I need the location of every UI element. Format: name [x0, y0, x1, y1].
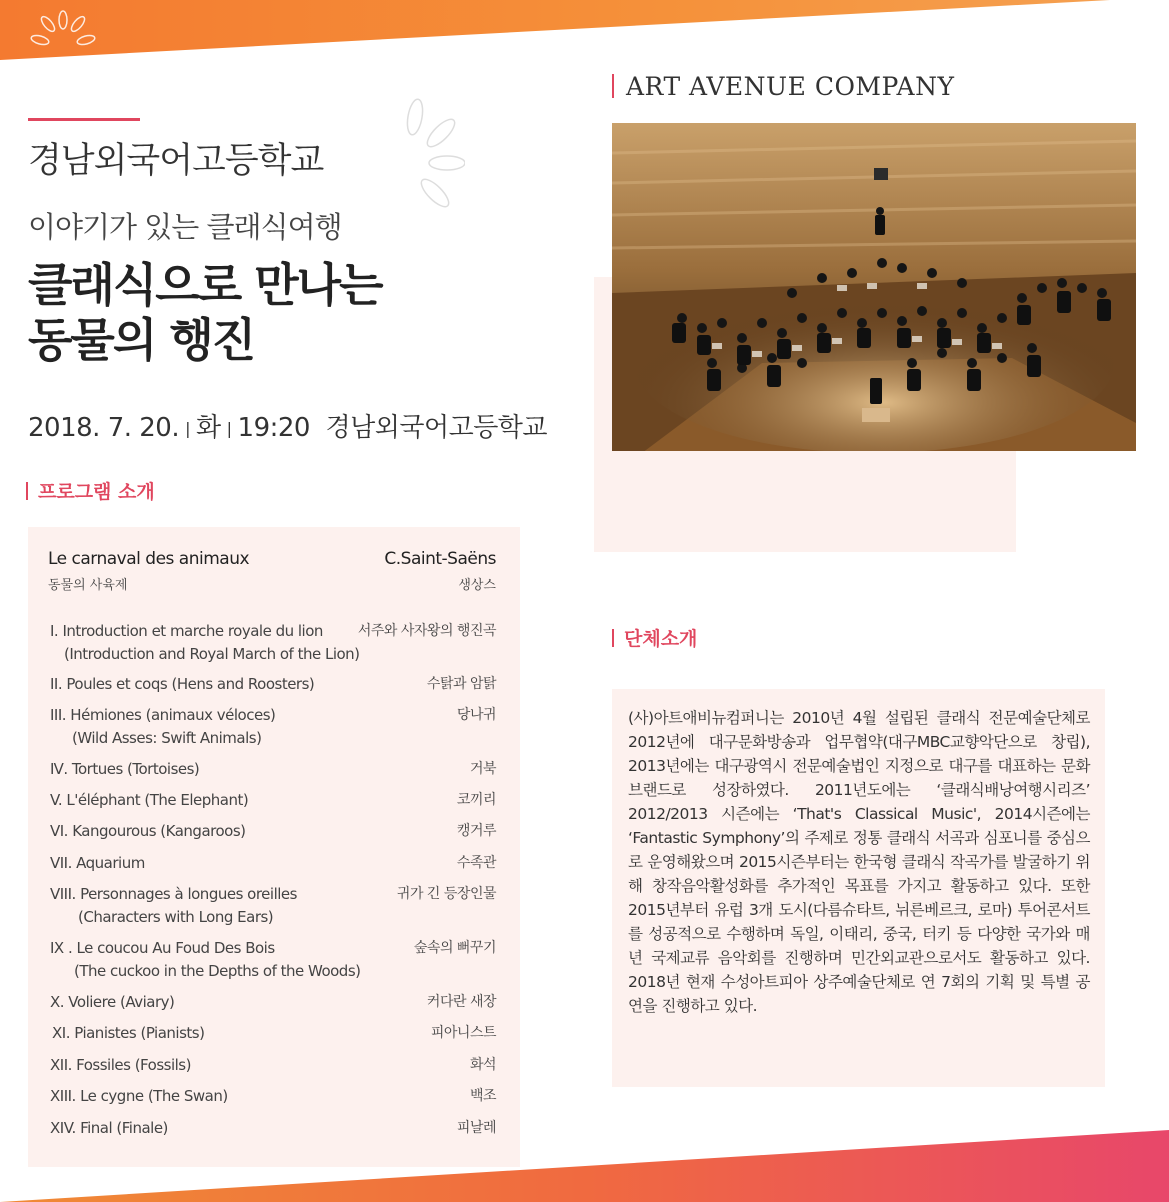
movement-item — [50, 937, 498, 983]
movement-korean: 피날레 — [456, 1120, 496, 1136]
composer-name-korean: 생상스 — [458, 578, 496, 593]
movement-item — [50, 1117, 498, 1139]
company-intro-heading — [612, 624, 697, 651]
movement-korean: 거북 — [469, 761, 496, 777]
movement-title: XIII. Le cygne (The Swan) — [50, 1087, 228, 1105]
movement-korean: 피아니스트 — [430, 1025, 496, 1041]
movement-korean: 귀가 긴 등장인물 — [396, 886, 496, 902]
movement-title: II. Poules et coqs (Hens and Roosters) — [50, 675, 315, 693]
movement-item — [50, 852, 498, 874]
movement-subtitle: (Introduction and Royal March of the Lion) — [64, 645, 360, 663]
movement-title: X. Voliere (Aviary) — [50, 993, 175, 1011]
work-title: Le carnaval des animaux — [48, 549, 250, 569]
movement-title: III. Hémiones (animaux véloces) — [50, 706, 276, 724]
movement-title: VII. Aquarium — [50, 854, 145, 872]
separator: | — [226, 419, 232, 438]
movement-korean: 화석 — [469, 1057, 496, 1073]
movement-title: VIII. Personnages à longues oreilles — [50, 885, 297, 903]
heading-bar — [26, 482, 28, 500]
movement-item — [50, 1085, 498, 1107]
movement-item — [50, 991, 498, 1013]
movement-title: V. L'éléphant (The Elephant) — [50, 791, 249, 809]
flower-outline-icon — [385, 95, 465, 225]
top-orange-band — [0, 0, 1169, 60]
movement-item — [50, 673, 498, 695]
movement-korean: 백조 — [469, 1088, 496, 1104]
concert-time: 19:20 — [237, 413, 310, 443]
heading-bar — [612, 629, 614, 647]
movement-item — [50, 883, 498, 929]
work-title-korean: 동물의 사육제 — [48, 578, 128, 593]
movement-title: XI. Pianistes (Pianists) — [52, 1024, 205, 1042]
composer-name: C.Saint-Saëns — [384, 549, 496, 569]
movement-item — [50, 1054, 498, 1076]
movement-title: VI. Kangourous (Kangaroos) — [50, 822, 246, 840]
movement-korean: 캥거루 — [456, 823, 496, 839]
heading-bar — [612, 74, 614, 98]
concert-title-line1: 클래식으로 만나는 — [28, 258, 382, 312]
program-heading — [26, 477, 155, 504]
movement-item — [50, 704, 498, 750]
movement-title: XII. Fossiles (Fossils) — [50, 1056, 191, 1074]
movement-subtitle: (Characters with Long Ears) — [78, 908, 274, 926]
movement-korean: 코끼리 — [456, 792, 496, 808]
movement-korean: 수탉과 암탉 — [426, 676, 496, 692]
concert-venue: 경남외국어고등학교 — [325, 413, 548, 443]
movement-title: XIV. Final (Finale) — [50, 1119, 168, 1137]
concert-subtitle: 이야기가 있는 클래식여행 — [28, 210, 342, 244]
movement-korean: 당나귀 — [456, 707, 496, 723]
movement-item — [50, 820, 498, 842]
concert-title-line2: 동물의 행진 — [28, 313, 255, 367]
company-name — [612, 72, 955, 101]
school-name: 경남외국어고등학교 — [28, 141, 324, 181]
company-name-label: ART AVENUE COMPANY — [626, 72, 955, 101]
movement-item — [50, 620, 498, 666]
program-heading-label: 프로그램 소개 — [38, 481, 155, 503]
movement-subtitle: (The cuckoo in the Depths of the Woods) — [74, 962, 361, 980]
movement-subtitle: (Wild Asses: Swift Animals) — [72, 729, 262, 747]
movement-korean: 숲속의 뻐꾸기 — [413, 940, 496, 956]
movement-title: ⅠX . Le coucou Au Foud Des Bois — [50, 939, 275, 957]
movement-item — [50, 1022, 498, 1044]
movement-korean: 커다란 새장 — [426, 994, 496, 1010]
company-intro-heading-label: 단체소개 — [624, 628, 698, 650]
movement-korean: 수족관 — [456, 855, 496, 871]
movement-korean: 서주와 사자왕의 행진곡 — [357, 623, 496, 639]
concert-date-line — [28, 407, 547, 444]
concert-weekday: 화 — [196, 413, 221, 443]
movement-title: Ⅳ. Tortues (Tortoises) — [50, 760, 200, 778]
concert-title — [28, 258, 382, 368]
movement-item — [50, 789, 498, 811]
concert-date: 2018. 7. 20. — [28, 413, 180, 443]
orchestra-photo — [612, 123, 1136, 451]
movement-title: I. Introduction et marche royale du lion — [50, 622, 323, 640]
movement-item — [50, 758, 498, 780]
title-accent-line — [28, 118, 140, 121]
separator: | — [185, 419, 191, 438]
company-description: (사)아트애비뉴컴퍼니는 2010년 4월 설립된 클래식 전문예술단체로 2012년에 대구문화방송과 업무협약(대구MBC교향악단으로 창립), 2013년에는 대구광역시 전문예술법인 지정으로 대구를 대표하는 문화브랜드로 성장하였다. 2011년도에는 ‘클래식배낭여행시리즈’ 2012/2013 시즌에는 ‘That's Classical Music', 2014시즌에는 ‘Fantastic Symphony’의 주제로 정통 클래식 서곡과 심포니를 중심으로 운영해왔으며 2015시즌부터는 한국형 클래식 작곡가를 발굴하기 위해 창작음악활성화를 추가적인 목표를 가지고 활동하고 있다. 또한 2015년부터 유럽 3개 도시(다름슈타트, 뉘른베르크, 로마) 투어콘서트를 성공적으로 수행하며 독일, 이태리, 중국, 터키 등 다양한 국가와 매년 국제교류 음악회를 진행하며 민간외교관으로서도 활동하고 있다. 2018년 현재 수성아트피아 상주예술단체로 연 7회의 기획 및 특별 공연을 진행하고 있다. — [628, 709, 1090, 1015]
flower-outline-icon — [28, 8, 98, 58]
